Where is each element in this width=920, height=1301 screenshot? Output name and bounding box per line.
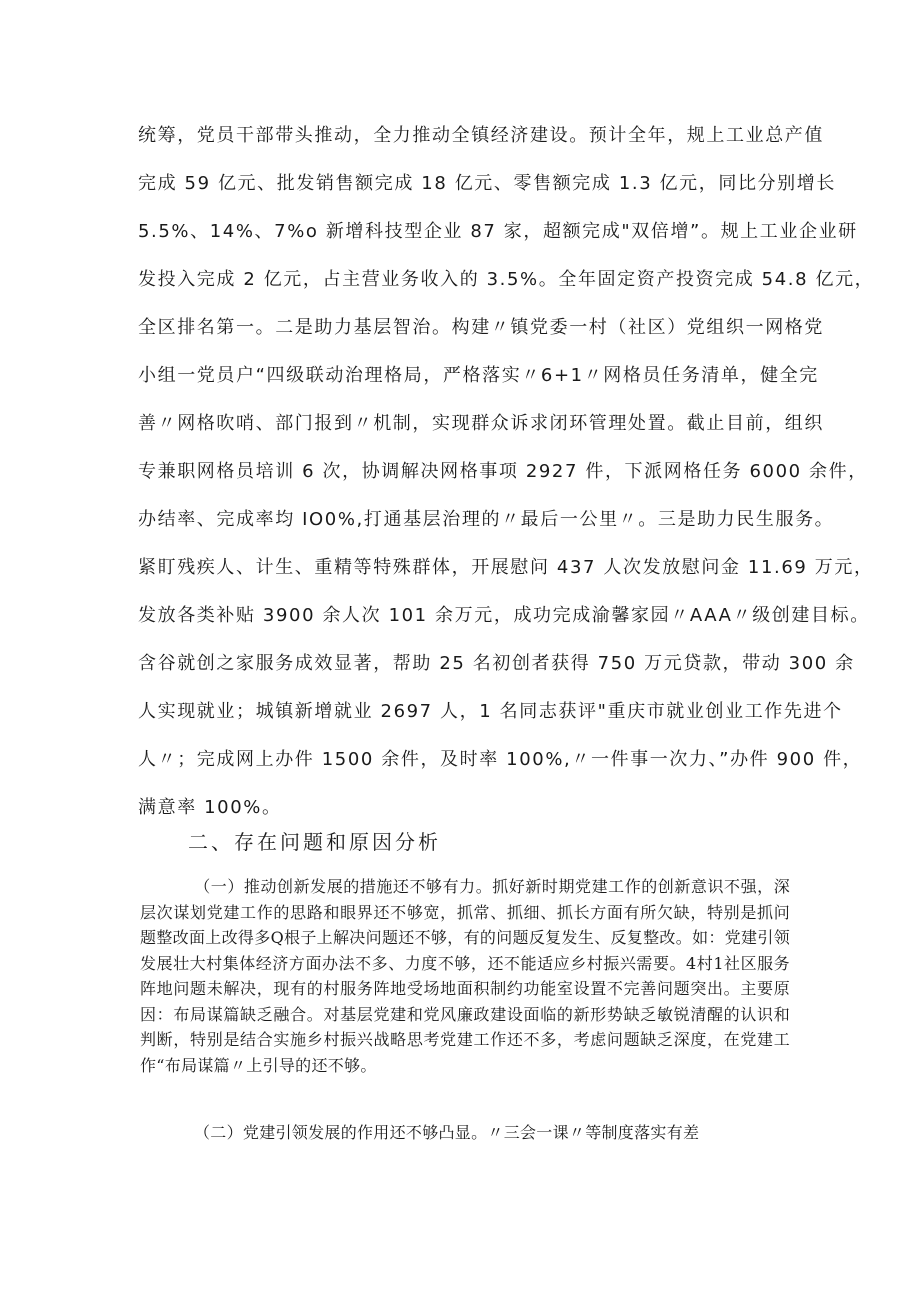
body-line: 发放各类补贴 3900 余人次 101 余万元，成功完成渝馨家园〃AAA〃级创建目标。 — [138, 605, 870, 626]
body-line: 善〃网格吹哨、部门报到〃机制，实现群众诉求闭环管理处置。截止目前，组织 — [138, 413, 824, 434]
section-heading: 二、存在问题和原因分析 — [188, 830, 441, 854]
body-line: 专兼职网格员培训 6 次，协调解决网格事项 2927 件，下派网格任务 6000 余件， — [138, 461, 868, 482]
body-line: 含谷就创之家服务成效显著，帮助 25 名初创者获得 750 万元贷款，带动 300 余 — [138, 653, 855, 674]
paragraph-innovation — [140, 874, 790, 1078]
paragraph-text: （一）推动创新发展的措施还不够有力。抓好新时期党建工作的创新意识不强，深层次谋划党建工作的思路和眼界还不够宽，抓常、抓细、抓长方面有所欠缺，特别是抓问题整改面上改得多Q根子上解决问题还不够，有的问题反复发生、反复整改。如：党建引领发展壮大村集体经济方面办法不多、力度不够，还不能适应乡村振兴需要。4村1社区服务阵地问题未解决，现有的村服务阵地受场地面积制约功能室设置不完善问题突出。主要原因：布局谋篇缺乏融合。对基层党建和党风廉政建设面临的新形势缺乏敏锐清醒的认识和判断，特别是结合实施乡村振兴战略思考党建工作还不多，考虑问题缺乏深度，在党建工作“布局谋篇〃上引导的还不够。 — [140, 877, 790, 1075]
body-line: 小组一党员户“四级联动治理格局，严格落实〃6+1〃网格员任务清单，健全完 — [138, 365, 819, 386]
body-line: 发投入完成 2 亿元，占主营业务收入的 3.5%。全年固定资产投资完成 54.8 亿元， — [138, 269, 875, 290]
body-line: 满意率 100%。 — [138, 797, 282, 818]
body-line: 5.5%、14%、7%o 新增科技型企业 87 家，超额完成"双倍增”。规上工业企业研 — [138, 221, 858, 242]
paragraph-text: （二）党建引领发展的作用还不够凸显。〃三会一课〃等制度落实有差 — [194, 1123, 700, 1142]
body-line: 办结率、完成率均 IO0%,打通基层治理的〃最后一公里〃。三是助力民生服务。 — [138, 509, 835, 530]
body-line: 完成 59 亿元、批发销售额完成 18 亿元、零售额完成 1.3 亿元，同比分别增长 — [138, 173, 836, 194]
body-line: 全区排名第一。二是助力基层智治。构建〃镇党委一村（社区）党组织一网格党 — [138, 317, 824, 338]
paragraph-leadership — [140, 1120, 699, 1146]
body-line: 紧盯残疾人、计生、重精等特殊群体，开展慰问 437 人次发放慰问金 11.69 万元， — [138, 557, 874, 578]
body-line: 人〃；完成网上办件 1500 余件，及时率 100%,〃一件事一次力、”办件 900 件， — [138, 749, 863, 770]
body-line: 统筹，党员干部带头推动，全力推动全镇经济建设。预计全年，规上工业总产值 — [138, 125, 824, 146]
body-line: 人实现就业；城镇新增就业 2697 人，1 名同志获评"重庆市就业创业工作先进个 — [138, 701, 843, 722]
